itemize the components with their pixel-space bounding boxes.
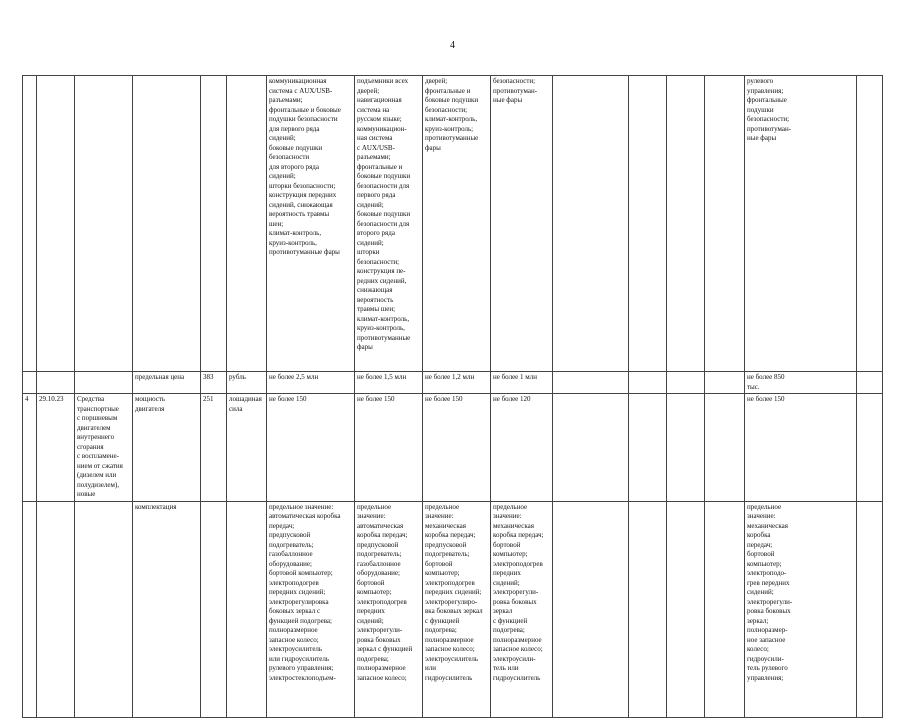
cell-value-col-1: [267, 76, 355, 372]
cell-date: [37, 394, 75, 502]
cell-characteristic-name: [133, 501, 201, 717]
characteristic-name-text: предельная цена: [135, 373, 185, 381]
cell-value-col-9: [745, 394, 857, 502]
cell-value-col-4: [491, 394, 553, 502]
cell-row-number: [23, 501, 37, 717]
cell-value-col-9: [745, 372, 857, 394]
requirements-table: [22, 75, 883, 718]
cell-value-col-8: [705, 372, 745, 394]
value-col-4-text: безопасности; противотуман- ные фары: [493, 77, 538, 104]
cell-unit: [227, 501, 267, 717]
cell-value-col-2: [355, 394, 423, 502]
value-col-3-text: не более 1,2 млн: [425, 373, 475, 381]
cell-value-col-8: [705, 501, 745, 717]
cell-unit: [227, 372, 267, 394]
value-col-4-text: не более 1 млн: [493, 373, 537, 381]
cell-value-col-4: [491, 372, 553, 394]
value-col-9-text: рулевого управления; фронтальные подушки безопасности; противотуман- ные фары: [747, 77, 792, 142]
value-col-2-text: не более 1,5 млн: [357, 373, 407, 381]
page-number: 4: [450, 40, 455, 51]
table-row: [23, 76, 883, 372]
cell-value-col-4: [491, 501, 553, 717]
cell-value-col-6: [629, 394, 667, 502]
cell-unit: [227, 394, 267, 502]
characteristic-name-text: мощность двигателя: [135, 395, 166, 413]
cell-okei-code: [201, 394, 227, 502]
cell-value-col-2: [355, 372, 423, 394]
cell-value-col-7: [667, 501, 705, 717]
table-row: [23, 372, 883, 394]
cell-value-col-2: [355, 501, 423, 717]
cell-unit: [227, 76, 267, 372]
cell-value-col-7: [667, 76, 705, 372]
cell-value-col-10: [857, 372, 883, 394]
date-text: 29.10.23: [39, 395, 64, 403]
cell-description: [75, 394, 133, 502]
cell-value-col-3: [423, 372, 491, 394]
cell-description: [75, 76, 133, 372]
table-row: [23, 394, 883, 502]
value-col-9-text: предельное значение: механическая коробка передач; бортовой компьютер; электроподо- грев передних сидений; электрорегули- ровка боковых зеркал; полноразмер- ное запасное колесо; гидроусили- тель рулевого управления;: [747, 502, 793, 682]
value-col-1-text: коммуникационная система с AUX/USB- разъемами; фронтальные и боковые подушки безопасности для первого ряда сидений; боковые подушки безопасности для второго ряда сидений; шторки безопасности; конструкция передних сидений, снижающая вероятность травмы шеи; климат-контроль, круиз-контроль, противотуманные фары: [269, 77, 341, 256]
cell-value-col-9: [745, 76, 857, 372]
cell-value-col-5: [553, 372, 629, 394]
cell-value-col-5: [553, 76, 629, 372]
value-col-2-text: предельное значение: автоматическая коробка передач; предпусковой подогреватель; газобаллонное оборудование; бортовой компьютер; электроподогрев передних сидений; электрорегули- ровка боковых зеркал с функцией подогрева; полноразмерное запасное колесо;: [357, 502, 413, 682]
cell-value-col-7: [667, 372, 705, 394]
value-col-2-text: не более 150: [357, 395, 395, 403]
cell-value-col-1: [267, 501, 355, 717]
value-col-3-text: предельное значение: механическая коробка передач; предпусковой подогреватель; бортовой компьютер; электроподогрев передних сидений; электрорегулиро- вка боковых зеркал с функцией подогрева; полноразмерное запасное колесо; электроусилитель или гидроусилитель: [425, 502, 483, 682]
cell-value-col-2: [355, 76, 423, 372]
okei-code-text: 251: [203, 395, 214, 403]
value-col-3-text: не более 150: [425, 395, 463, 403]
cell-value-col-7: [667, 394, 705, 502]
value-col-4-text: предельное значение: механическая коробка передач; бортовой компьютер; электроподогрев передних сидений; электрорегули- ровка боковых зеркал с функцией подогрева; полноразмерное запасное колесо; электроусили- тель или гидроусилитель: [493, 502, 544, 682]
value-col-9-text: не более 150: [747, 395, 785, 403]
cell-value-col-6: [629, 372, 667, 394]
cell-characteristic-name: [133, 76, 201, 372]
value-col-3-text: дверей; фронтальные и боковые подушки безопасности; климат-контроль, круиз-контроль; противотуманные фары: [425, 77, 479, 152]
cell-value-col-9: [745, 501, 857, 717]
cell-value-col-5: [553, 501, 629, 717]
unit-text: рубль: [229, 373, 246, 381]
value-col-9-text: не более 850 тыс.: [747, 373, 785, 391]
description-text: Средства транспортные с поршневым двигателем внутреннего сгорания с воспламене- нием от сжатия (дизелем или полудизелем), новые: [77, 395, 123, 498]
cell-row-number: [23, 394, 37, 502]
cell-value-col-8: [705, 394, 745, 502]
value-col-1-text: не более 2,5 млн: [269, 373, 319, 381]
value-col-1-text: предельное значение: автоматическая коробка передач; предпусковой подогреватель; газобаллонное оборудование; бортовой компьютер; электроподогрев передних сидений; электрорегулировка боковых зеркал с функцией подогрева; полноразмерное запасное колесо; электроусилитель или гидроусилитель рулевого управления; электростеклоподъем-: [269, 502, 341, 682]
cell-value-col-10: [857, 501, 883, 717]
cell-row-number: [23, 372, 37, 394]
cell-value-col-4: [491, 76, 553, 372]
row-number-text: 4: [25, 395, 29, 403]
cell-date: [37, 501, 75, 717]
cell-value-col-3: [423, 76, 491, 372]
cell-value-col-1: [267, 372, 355, 394]
cell-value-col-3: [423, 501, 491, 717]
value-col-4-text: не более 120: [493, 395, 531, 403]
cell-date: [37, 76, 75, 372]
cell-value-col-8: [705, 76, 745, 372]
cell-okei-code: [201, 501, 227, 717]
unit-text: лошадиная сила: [229, 395, 262, 413]
cell-value-col-6: [629, 76, 667, 372]
cell-value-col-10: [857, 394, 883, 502]
cell-value-col-3: [423, 394, 491, 502]
cell-okei-code: [201, 372, 227, 394]
value-col-2-text: подъемники всех дверей; навигационная система на русском языке; коммуникацион- ная система с AUX/USB- разъемами; фронтальные и боковые подушки безопасности для первого ряда сидений; боковые подушки безопасности для второго ряда сидений; шторки безопасности; конструкция пе- редних сидений, снижающая вероятность травмы шеи; климат-контроль, круиз-контроль, противотуманные фары: [357, 77, 411, 351]
okei-code-text: 383: [203, 373, 214, 381]
value-col-1-text: не более 150: [269, 395, 307, 403]
cell-value-col-10: [857, 76, 883, 372]
characteristic-name-text: комплектация: [135, 502, 177, 511]
cell-row-number: [23, 76, 37, 372]
cell-date: [37, 372, 75, 394]
cell-description: [75, 372, 133, 394]
cell-value-col-5: [553, 394, 629, 502]
cell-description: [75, 501, 133, 717]
cell-characteristic-name: [133, 394, 201, 502]
cell-okei-code: [201, 76, 227, 372]
table-row: [23, 501, 883, 717]
cell-value-col-1: [267, 394, 355, 502]
cell-characteristic-name: [133, 372, 201, 394]
cell-value-col-6: [629, 501, 667, 717]
